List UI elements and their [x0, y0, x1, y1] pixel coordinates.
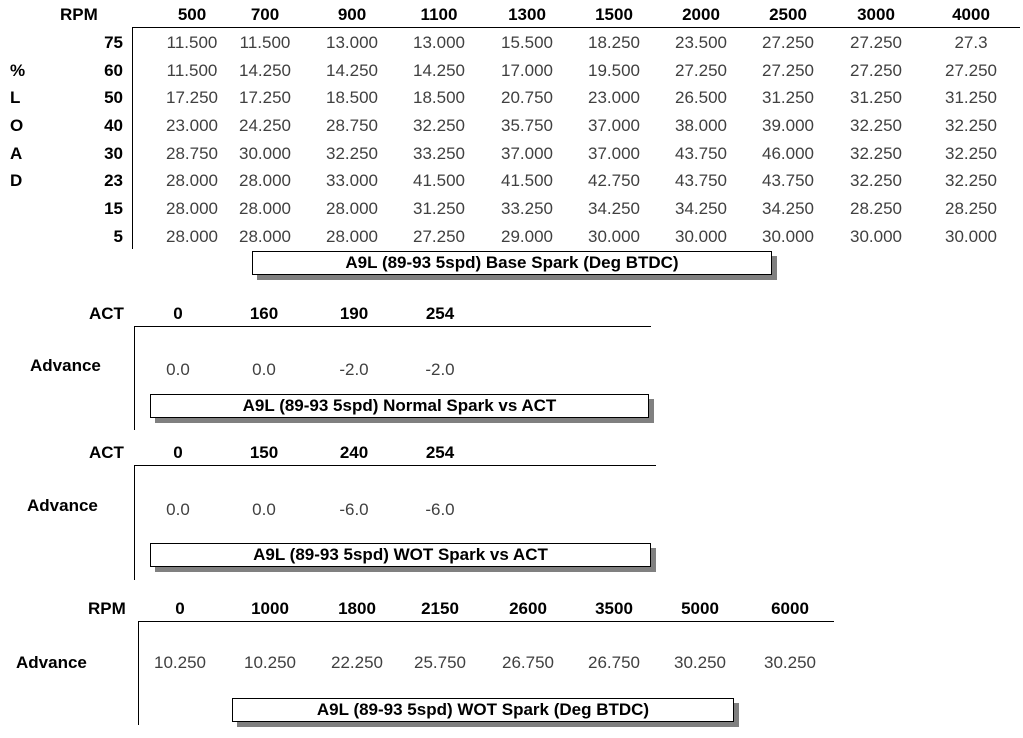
table-caption: A9L (89-93 5spd) Base Spark (Deg BTDC) [252, 251, 772, 275]
row-label-separator [134, 465, 135, 580]
table-cell: 28.000 [239, 199, 291, 218]
table-cell: 28.000 [166, 171, 218, 190]
column-header: 5000 [681, 599, 719, 618]
table-cell: 0.0 [252, 500, 276, 519]
table-cell: -6.0 [425, 500, 455, 519]
table-cell: 30.250 [764, 653, 816, 672]
table-cell: 28.250 [850, 199, 902, 218]
header-underline [132, 27, 1020, 28]
header-underline [134, 465, 656, 466]
table-cell: 35.750 [501, 116, 553, 135]
table-cell: -6.0 [339, 500, 369, 519]
load-axis-letter: % [10, 61, 26, 80]
row-header: 60 [104, 61, 123, 80]
column-header: 3500 [595, 599, 633, 618]
row-header: 40 [104, 116, 123, 135]
table-cell: 27.250 [762, 61, 814, 80]
column-header: 1000 [251, 599, 289, 618]
table-cell: 17.000 [501, 61, 553, 80]
column-header: 150 [249, 443, 279, 462]
table-caption: A9L (89-93 5spd) Normal Spark vs ACT [150, 394, 649, 418]
column-header: 2150 [421, 599, 459, 618]
column-header: 1500 [595, 5, 633, 24]
table-cell: 18.500 [413, 88, 465, 107]
table-cell: 46.000 [762, 144, 814, 163]
table-cell: 32.250 [945, 144, 997, 163]
row-label-separator [134, 326, 135, 430]
table-cell: 23.000 [588, 88, 640, 107]
table-cell: 11.500 [166, 61, 218, 80]
table-cell: 33.000 [326, 171, 378, 190]
table-cell: 31.250 [945, 88, 997, 107]
table-cell: 26.500 [675, 88, 727, 107]
column-header: 4000 [952, 5, 990, 24]
table-cell: 31.250 [762, 88, 814, 107]
table-cell: 17.250 [239, 88, 291, 107]
table-cell: 13.000 [326, 33, 378, 52]
column-header: 6000 [771, 599, 809, 618]
column-header: 0 [175, 599, 185, 618]
table-cell: 37.000 [588, 116, 640, 135]
table-cell: 43.750 [675, 171, 727, 190]
column-header: 500 [177, 5, 207, 24]
table-cell: 30.000 [762, 227, 814, 246]
table-cell: 27.250 [413, 227, 465, 246]
table-cell: 15.500 [501, 33, 553, 52]
table-cell: 37.000 [588, 144, 640, 163]
table-cell: 10.250 [244, 653, 296, 672]
column-header: 1300 [508, 5, 546, 24]
table-cell: 27.250 [850, 61, 902, 80]
header-underline [138, 621, 834, 622]
row-header: 50 [104, 88, 123, 107]
table-cell: 29.000 [501, 227, 553, 246]
table-cell: 31.250 [850, 88, 902, 107]
rpm-header-label: RPM [88, 599, 126, 618]
table-cell: 33.250 [413, 144, 465, 163]
column-header: 0 [173, 443, 183, 462]
table-cell: 34.250 [588, 199, 640, 218]
column-header: 2500 [769, 5, 807, 24]
header-underline [134, 326, 651, 327]
table-cell: 18.500 [326, 88, 378, 107]
table-cell: 37.000 [501, 144, 553, 163]
table-cell: -2.0 [425, 360, 455, 379]
table-cell: 0.0 [252, 360, 276, 379]
load-axis-letter: O [10, 116, 24, 135]
table-cell: 20.750 [501, 88, 553, 107]
table-cell: 38.000 [675, 116, 727, 135]
advance-row-label: Advance [27, 496, 98, 515]
table-cell: 32.250 [850, 116, 902, 135]
table-cell: 13.000 [413, 33, 465, 52]
table-cell: 39.000 [762, 116, 814, 135]
table-cell: 42.750 [588, 171, 640, 190]
column-header: 254 [425, 304, 455, 323]
table-cell: 32.250 [850, 144, 902, 163]
act-header-label: ACT [89, 443, 124, 462]
column-header: 700 [250, 5, 280, 24]
table-cell: 41.500 [413, 171, 465, 190]
load-axis-letter: D [10, 171, 23, 190]
act-header-label: ACT [89, 304, 124, 323]
table-cell: 11.500 [239, 33, 291, 52]
row-header: 23 [104, 171, 123, 190]
table-cell: 32.250 [413, 116, 465, 135]
table-cell: 27.3 [954, 33, 988, 52]
table-cell: 43.750 [675, 144, 727, 163]
row-header: 30 [104, 144, 123, 163]
table-cell: 25.750 [414, 653, 466, 672]
table-cell: 18.250 [588, 33, 640, 52]
table-cell: 34.250 [762, 199, 814, 218]
advance-row-label: Advance [16, 653, 87, 672]
table-cell: 43.750 [762, 171, 814, 190]
table-cell: -2.0 [339, 360, 369, 379]
table-cell: 31.250 [413, 199, 465, 218]
table-cell: 28.000 [239, 171, 291, 190]
column-header: 160 [249, 304, 279, 323]
table-cell: 30.250 [674, 653, 726, 672]
row-header: 75 [104, 33, 123, 52]
table-cell: 28.000 [166, 227, 218, 246]
table-cell: 26.750 [502, 653, 554, 672]
table-cell: 0.0 [166, 500, 190, 519]
table-cell: 28.000 [326, 199, 378, 218]
table-cell: 28.250 [945, 199, 997, 218]
table-cell: 28.000 [326, 227, 378, 246]
advance-row-label: Advance [30, 356, 101, 375]
table-cell: 30.000 [850, 227, 902, 246]
column-header: 1100 [420, 5, 458, 24]
table-cell: 24.250 [239, 116, 291, 135]
table-cell: 32.250 [326, 144, 378, 163]
row-header: 5 [113, 227, 123, 246]
column-header: 240 [339, 443, 369, 462]
column-header: 190 [339, 304, 369, 323]
column-header: 2000 [682, 5, 720, 24]
column-header: 3000 [857, 5, 895, 24]
table-cell: 23.500 [675, 33, 727, 52]
column-header: 254 [425, 443, 455, 462]
load-axis-letter: L [10, 88, 21, 107]
table-cell: 27.250 [945, 61, 997, 80]
table-cell: 11.500 [166, 33, 218, 52]
table-cell: 14.250 [326, 61, 378, 80]
table-cell: 33.250 [501, 199, 553, 218]
table-cell: 30.000 [588, 227, 640, 246]
table-cell: 27.250 [850, 33, 902, 52]
table-cell: 17.250 [166, 88, 218, 107]
column-header: 0 [173, 304, 183, 323]
row-label-separator [132, 27, 133, 249]
table-cell: 41.500 [501, 171, 553, 190]
table-cell: 28.750 [326, 116, 378, 135]
table-caption: A9L (89-93 5spd) WOT Spark vs ACT [150, 543, 651, 567]
table-cell: 28.750 [166, 144, 218, 163]
table-cell: 34.250 [675, 199, 727, 218]
table-cell: 28.000 [166, 199, 218, 218]
table-cell: 26.750 [588, 653, 640, 672]
column-header: 900 [337, 5, 367, 24]
table-cell: 19.500 [588, 61, 640, 80]
table-cell: 22.250 [331, 653, 383, 672]
table-cell: 30.000 [239, 144, 291, 163]
table-cell: 28.000 [239, 227, 291, 246]
table-cell: 27.250 [762, 33, 814, 52]
table-cell: 23.000 [166, 116, 218, 135]
table-cell: 10.250 [154, 653, 206, 672]
table-cell: 0.0 [166, 360, 190, 379]
load-axis-letter: A [10, 144, 23, 163]
row-header: 15 [104, 199, 123, 218]
table-cell: 27.250 [675, 61, 727, 80]
table-caption: A9L (89-93 5spd) WOT Spark (Deg BTDC) [232, 698, 734, 722]
table-cell: 32.250 [850, 171, 902, 190]
table-cell: 30.000 [945, 227, 997, 246]
table-cell: 30.000 [675, 227, 727, 246]
column-header: 1800 [338, 599, 376, 618]
row-label-separator [138, 621, 139, 725]
table-cell: 32.250 [945, 171, 997, 190]
rpm-header-label: RPM [60, 5, 98, 24]
column-header: 2600 [509, 599, 547, 618]
table-cell: 14.250 [413, 61, 465, 80]
table-cell: 14.250 [239, 61, 291, 80]
table-cell: 32.250 [945, 116, 997, 135]
